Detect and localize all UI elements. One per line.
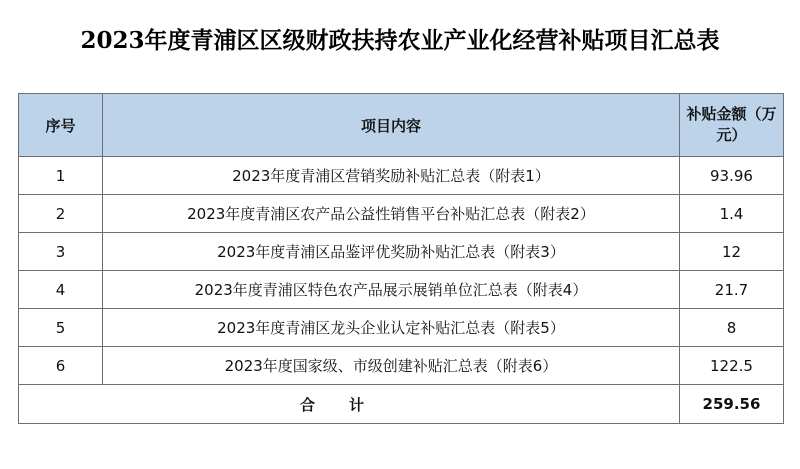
- header-index: 序号: [19, 94, 103, 157]
- row-index: 2: [19, 195, 103, 233]
- total-row: [19, 385, 784, 424]
- row-index: 6: [19, 347, 103, 385]
- row-item: 2023年度青浦区特色农产品展示展销单位汇总表（附表4）: [103, 271, 680, 309]
- table-row: [19, 233, 784, 271]
- table-row: [19, 347, 784, 385]
- row-index: 3: [19, 233, 103, 271]
- document-title: 2023年度青浦区区级财政扶持农业产业化经营补贴项目汇总表: [80, 27, 720, 54]
- row-amount: 21.7: [680, 271, 784, 309]
- row-item: 2023年度青浦区龙头企业认定补贴汇总表（附表5）: [103, 309, 680, 347]
- row-item: 2023年度国家级、市级创建补贴汇总表（附表6）: [103, 347, 680, 385]
- table-row: [19, 271, 784, 309]
- row-amount: 12: [680, 233, 784, 271]
- row-amount: 8: [680, 309, 784, 347]
- row-amount: 1.4: [680, 195, 784, 233]
- subsidy-summary-table: [18, 93, 784, 424]
- total-label: 合计: [19, 385, 680, 424]
- row-index: 4: [19, 271, 103, 309]
- total-amount: 259.56: [680, 385, 784, 424]
- row-item: 2023年度青浦区农产品公益性销售平台补贴汇总表（附表2）: [103, 195, 680, 233]
- table-header-row: [19, 94, 784, 157]
- header-item: 项目内容: [103, 94, 680, 157]
- header-amount: 补贴金额（万元）: [680, 94, 784, 157]
- table-row: [19, 195, 784, 233]
- row-index: 1: [19, 157, 103, 195]
- table-row: [19, 309, 784, 347]
- table-row: [19, 157, 784, 195]
- row-amount: 93.96: [680, 157, 784, 195]
- row-item: 2023年度青浦区品鉴评优奖励补贴汇总表（附表3）: [103, 233, 680, 271]
- row-amount: 122.5: [680, 347, 784, 385]
- row-item: 2023年度青浦区营销奖励补贴汇总表（附表1）: [103, 157, 680, 195]
- row-index: 5: [19, 309, 103, 347]
